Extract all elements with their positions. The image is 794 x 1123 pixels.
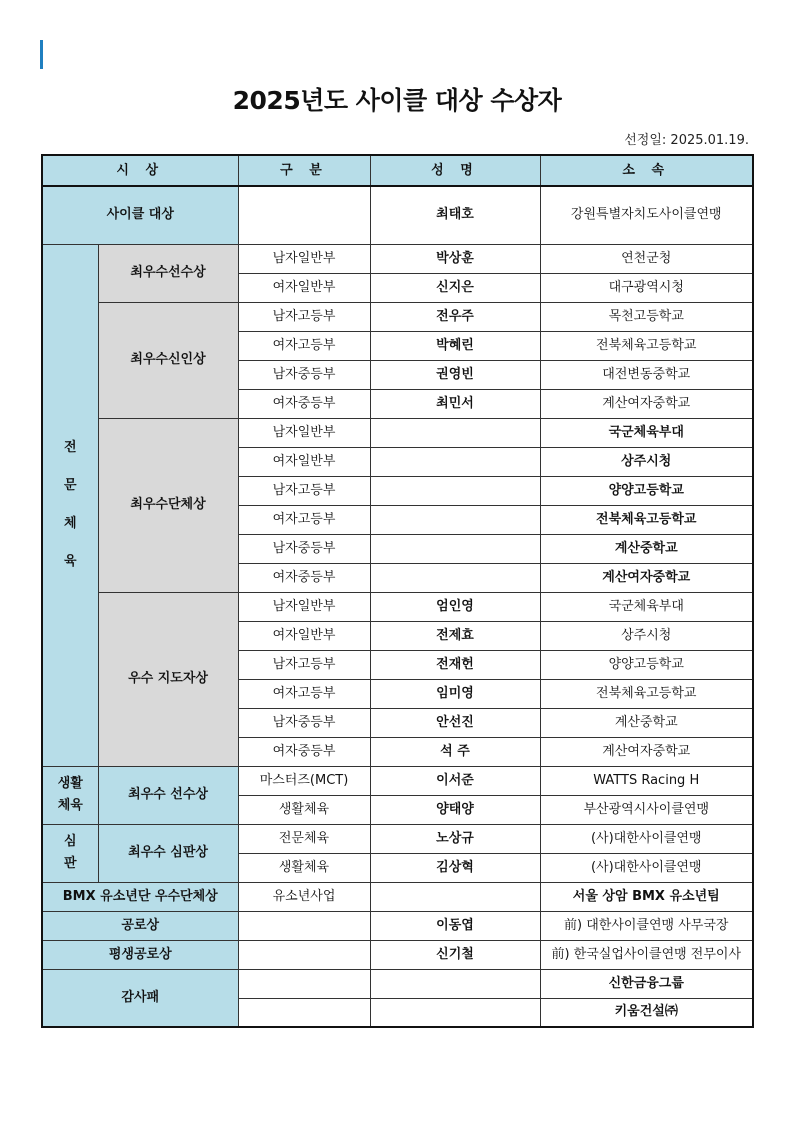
affiliation-cell: (사)대한사이클연맹	[540, 824, 753, 853]
table-row	[42, 766, 753, 795]
table-row	[42, 186, 753, 244]
affiliation-cell: 前) 한국실업사이클연맹 전무이사	[540, 940, 753, 969]
division-cell: 여자중등부	[238, 737, 370, 766]
award-grand-prize: 사이클 대상	[42, 186, 238, 244]
division-cell	[238, 186, 370, 244]
division-cell: 여자고등부	[238, 331, 370, 360]
affiliation-cell: 대전변동중학교	[540, 360, 753, 389]
division-cell	[238, 969, 370, 998]
division-cell: 생활체육	[238, 853, 370, 882]
name-cell: 전재헌	[370, 650, 540, 679]
header-division: 구 분	[238, 155, 370, 186]
table-row	[42, 882, 753, 911]
table-row	[42, 969, 753, 998]
affiliation-cell: 전북체육고등학교	[540, 331, 753, 360]
affiliation-cell: 연천군청	[540, 244, 753, 273]
table-header-row	[42, 155, 753, 186]
category-referee: 심 판	[42, 824, 98, 882]
name-cell	[370, 418, 540, 447]
division-cell: 남자일반부	[238, 418, 370, 447]
affiliation-cell: 양양고등학교	[540, 650, 753, 679]
affiliation-cell: 계산여자중학교	[540, 737, 753, 766]
name-cell	[370, 563, 540, 592]
affiliation-cell: 계산중학교	[540, 534, 753, 563]
division-cell: 남자중등부	[238, 708, 370, 737]
table-row	[42, 592, 753, 621]
award-best-team: 최우수단체상	[98, 418, 238, 592]
award-appreciation: 감사패	[42, 969, 238, 1027]
division-cell: 남자고등부	[238, 302, 370, 331]
name-cell: 김상혁	[370, 853, 540, 882]
affiliation-cell: 신한금융그룹	[540, 969, 753, 998]
division-cell: 남자고등부	[238, 476, 370, 505]
division-cell: 여자고등부	[238, 505, 370, 534]
division-cell: 여자일반부	[238, 621, 370, 650]
division-cell: 유소년사업	[238, 882, 370, 911]
affiliation-cell: 국군체육부대	[540, 592, 753, 621]
division-cell: 여자일반부	[238, 273, 370, 302]
division-cell: 남자중등부	[238, 360, 370, 389]
affiliation-cell: WATTS Racing H	[540, 766, 753, 795]
award-life-best-athlete: 최우수 선수상	[98, 766, 238, 824]
award-table	[41, 154, 754, 1028]
affiliation-cell: 강원특별자치도사이클연맹	[540, 186, 753, 244]
name-cell: 이서준	[370, 766, 540, 795]
division-cell: 생활체육	[238, 795, 370, 824]
category-life-sports: 생활 체육	[42, 766, 98, 824]
name-cell: 엄인영	[370, 592, 540, 621]
award-merit: 공로상	[42, 911, 238, 940]
award-best-coach: 우수 지도자상	[98, 592, 238, 766]
table-row	[42, 418, 753, 447]
division-cell: 마스터즈(MCT)	[238, 766, 370, 795]
table-row	[42, 911, 753, 940]
name-cell: 전제효	[370, 621, 540, 650]
page-title: 2025년도 사이클 대상 수상자	[232, 86, 562, 115]
affiliation-cell: 목천고등학교	[540, 302, 753, 331]
affiliation-cell: 대구광역시청	[540, 273, 753, 302]
award-best-athlete: 최우수선수상	[98, 244, 238, 302]
award-lifetime-merit: 평생공로상	[42, 940, 238, 969]
header-award: 시 상	[42, 155, 238, 186]
name-cell	[370, 998, 540, 1027]
name-cell	[370, 969, 540, 998]
name-cell: 양태양	[370, 795, 540, 824]
name-cell: 석 주	[370, 737, 540, 766]
name-cell: 임미영	[370, 679, 540, 708]
division-cell: 전문체육	[238, 824, 370, 853]
affiliation-cell: 전북체육고등학교	[540, 679, 753, 708]
division-cell: 남자고등부	[238, 650, 370, 679]
division-cell: 여자중등부	[238, 563, 370, 592]
affiliation-cell: 양양고등학교	[540, 476, 753, 505]
division-cell: 여자고등부	[238, 679, 370, 708]
name-cell: 노상규	[370, 824, 540, 853]
header-affiliation: 소 속	[540, 155, 753, 186]
division-cell: 남자일반부	[238, 592, 370, 621]
affiliation-cell: 상주시청	[540, 621, 753, 650]
division-cell: 여자중등부	[238, 389, 370, 418]
name-cell: 권영빈	[370, 360, 540, 389]
category-pro-sports: 전 문 체 육	[42, 244, 98, 766]
affiliation-cell: 前) 대한사이클연맹 사무국장	[540, 911, 753, 940]
affiliation-cell: (사)대한사이클연맹	[540, 853, 753, 882]
table-row	[42, 302, 753, 331]
name-cell: 신지은	[370, 273, 540, 302]
selection-date: 선정일: 2025.01.19.	[624, 133, 749, 148]
table-row	[42, 244, 753, 273]
award-best-rookie: 최우수신인상	[98, 302, 238, 418]
name-cell: 안선진	[370, 708, 540, 737]
name-cell: 신기철	[370, 940, 540, 969]
division-cell: 여자일반부	[238, 447, 370, 476]
division-cell: 남자일반부	[238, 244, 370, 273]
affiliation-cell: 부산광역시사이클연맹	[540, 795, 753, 824]
award-bmx-team: BMX 유소년단 우수단체상	[42, 882, 238, 911]
name-cell	[370, 476, 540, 505]
division-cell	[238, 998, 370, 1027]
name-cell	[370, 534, 540, 563]
affiliation-cell: 국군체육부대	[540, 418, 753, 447]
affiliation-cell: 키움건설㈜	[540, 998, 753, 1027]
name-cell: 이동엽	[370, 911, 540, 940]
name-cell: 최태호	[370, 186, 540, 244]
affiliation-cell: 상주시청	[540, 447, 753, 476]
award-best-referee: 최우수 심판상	[98, 824, 238, 882]
name-cell: 최민서	[370, 389, 540, 418]
header-name: 성 명	[370, 155, 540, 186]
affiliation-cell: 계산중학교	[540, 708, 753, 737]
name-cell	[370, 882, 540, 911]
affiliation-cell: 계산여자중학교	[540, 563, 753, 592]
division-cell	[238, 911, 370, 940]
affiliation-cell: 계산여자중학교	[540, 389, 753, 418]
division-cell: 남자중등부	[238, 534, 370, 563]
name-cell: 전우주	[370, 302, 540, 331]
table-row	[42, 940, 753, 969]
name-cell: 박혜린	[370, 331, 540, 360]
name-cell: 박상훈	[370, 244, 540, 273]
division-cell	[238, 940, 370, 969]
affiliation-cell: 전북체육고등학교	[540, 505, 753, 534]
name-cell	[370, 447, 540, 476]
table-row	[42, 824, 753, 853]
name-cell	[370, 505, 540, 534]
affiliation-cell: 서울 상암 BMX 유소년팀	[540, 882, 753, 911]
accent-bar	[40, 40, 43, 69]
